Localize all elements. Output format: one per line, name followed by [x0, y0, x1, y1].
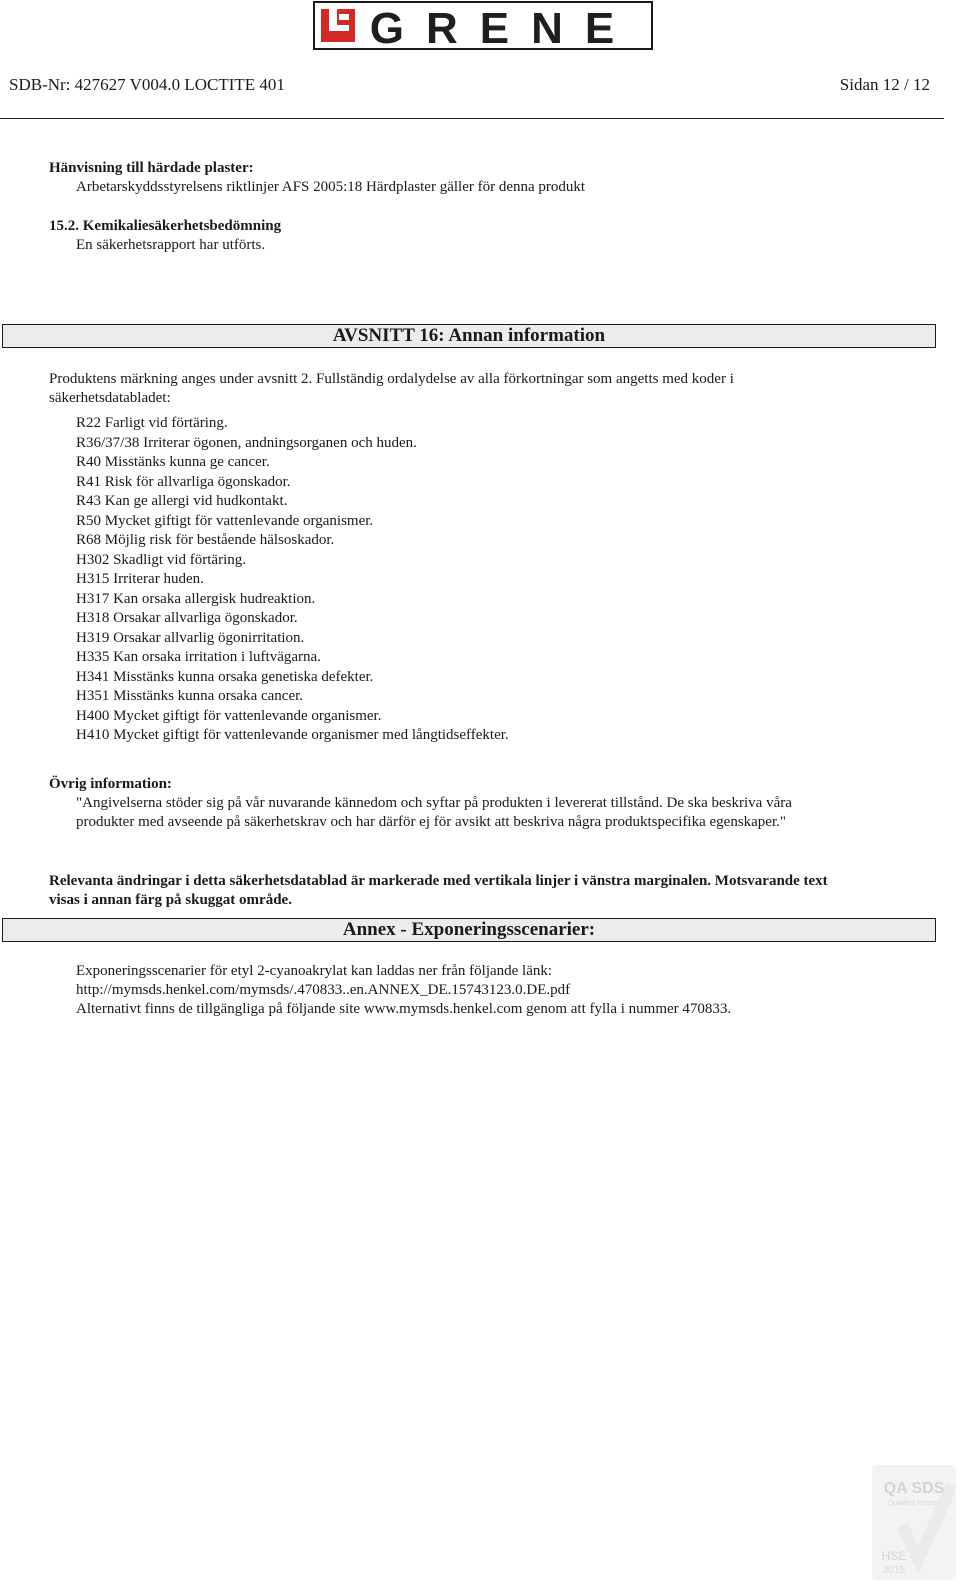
changes-note-line2: visas i annan färg på skuggat område. — [49, 892, 292, 908]
annex-line3: Alternativt finns de tillgängliga på följande site www.mymsds.henkel.com genom att fylla i nummer 470833. — [76, 1001, 732, 1017]
list-item: R50 Mycket giftigt för vattenlevande organismer. — [76, 512, 374, 529]
list-item: H319 Orsakar allvarlig ögonirritation. — [76, 629, 305, 646]
list-item: H318 Orsakar allvarliga ögonskador. — [76, 610, 298, 626]
svg-text:QA SDS: QA SDS — [883, 1480, 945, 1497]
other-info-line1: "Angivelserna stöder sig på vår nuvarande kännedom och syftar på produkten i levererat tillstånd. De ska beskriva våra — [76, 795, 792, 811]
cured-plastics-text: Arbetarskyddsstyrelsens riktlinjer AFS 2005:18 Härdplaster gäller för denna produkt — [76, 179, 586, 195]
chemical-safety-heading: 15.2. Kemikaliesäkerhetsbedömning — [49, 218, 282, 234]
list-item: R36/37/38 Irriterar ögonen, andningsorganen och huden. — [76, 434, 417, 451]
other-info-line2: produkter med avseende på säkerhetskrav och har därför ej för avsikt att beskriva några produktspecifika egenskaper." — [76, 814, 787, 830]
list-item: R41 Risk för allvarliga ögonskador. — [76, 473, 291, 490]
list-item: H315 Irriterar huden. — [76, 571, 204, 587]
list-item: H351 Misstänks kunna orsaka cancer. — [76, 688, 304, 704]
list-item: R68 Möjlig risk för bestående hälsoskador. — [76, 532, 335, 548]
annex-line1: Exponeringsscenarier för etyl 2-cyanoakrylat kan laddas ner från följande länk: — [76, 963, 553, 979]
other-info-heading: Övrig information: — [49, 776, 172, 792]
list-item: H410 Mycket giftigt för vattenlevande organismer med långtidseffekter. — [76, 727, 509, 743]
list-item: H400 Mycket giftigt för vattenlevande organismer. — [76, 707, 382, 724]
section-16-intro-line1: Produktens märkning anges under avsnitt 2. Fullständig ordalydelse av alla förkortningar som angetts med koder i — [49, 371, 734, 387]
qa-sds-watermark — [872, 1465, 956, 1580]
changes-note-line1: Relevanta ändringar i detta säkerhetsdatablad är markerade med vertikala linjer i vänstra marginalen. Motsvarande text — [49, 873, 828, 889]
logo-wordmark: GRENE — [369, 4, 637, 48]
list-item: R43 Kan ge allergi vid hudkontakt. — [76, 493, 288, 509]
hazard-phrase-list — [76, 414, 509, 746]
list-item: R40 Misstänks kunna ge cancer. — [76, 454, 270, 470]
section-16-intro-line2: säkerhetsdatabladet: — [49, 390, 171, 406]
cured-plastics-heading: Hänvisning till härdade plaster: — [49, 160, 254, 176]
document-id: SDB-Nr: 427627 V004.0 LOCTITE 401 — [9, 75, 285, 94]
svg-text:HSE: HSE — [881, 1549, 907, 1563]
annex-title: Annex - Exponeringsscenarier: — [2, 918, 936, 942]
list-item: R22 Farligt vid förtäring. — [76, 415, 228, 431]
list-item: H302 Skadligt vid förtäring. — [76, 551, 246, 568]
logo-emblem-icon — [321, 9, 355, 42]
list-item: H317 Kan orsaka allergisk hudreaktion. — [76, 590, 316, 607]
company-logo — [313, 1, 653, 50]
annex-link[interactable]: http://mymsds.henkel.com/mymsds/.470833..en.ANNEX_DE.15743123.0.DE.pdf — [76, 982, 571, 998]
header-divider — [0, 118, 944, 119]
svg-text:Qualified Partner: Qualified Partner — [887, 1500, 941, 1507]
svg-text:2015: 2015 — [882, 1565, 906, 1576]
list-item: H341 Misstänks kunna orsaka genetiska defekter. — [76, 668, 374, 685]
section-16-title: AVSNITT 16: Annan information — [2, 324, 936, 348]
list-item: H335 Kan orsaka irritation i luftvägarna. — [76, 649, 321, 665]
page-number: Sidan 12 / 12 — [839, 75, 930, 94]
chemical-safety-text: En säkerhetsrapport har utförts. — [76, 237, 266, 253]
